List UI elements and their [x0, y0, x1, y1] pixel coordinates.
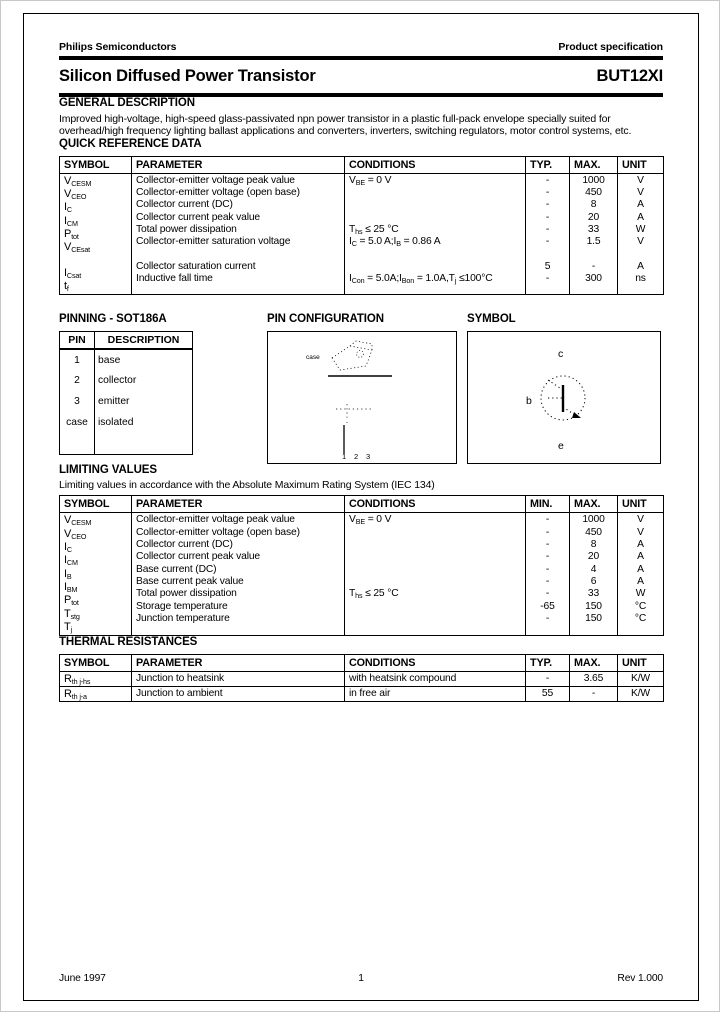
col-min: MIN. [526, 496, 570, 513]
stacked-cell-line: A [637, 551, 644, 563]
emitter-label: e [558, 440, 564, 453]
col-symbol: SYMBOL [60, 655, 132, 672]
symbol-column [467, 313, 663, 464]
col-max: MAX. [570, 156, 618, 173]
stacked-cell-line: $I_C$ [64, 541, 72, 555]
stacked-cell-line: $V_{CEO}$ [64, 527, 87, 541]
stacked-cell-line: - [545, 514, 550, 526]
table-row [60, 687, 664, 702]
stacked-cell-line: - [545, 563, 550, 575]
stacked-cell-line: $T_{hs} \le 25$ °C [349, 224, 399, 236]
stacked-cell-line: ns [635, 273, 646, 285]
stacked-cell-line: V [637, 187, 644, 199]
pin-configuration-column [267, 313, 467, 464]
stacked-cell-line [622, 249, 659, 261]
stacked-cell-line: 1000 [582, 514, 605, 526]
thermal-resistances-heading: THERMAL RESISTANCES [59, 636, 198, 649]
footer-page-number: 1 [358, 973, 364, 984]
stacked-cell-line: Collector saturation current [136, 260, 256, 272]
stacked-cell-line: Collector-emitter saturation voltage [136, 236, 291, 248]
collector-label: c [558, 348, 564, 361]
stacked-cell-line: $P_{tot}$ [64, 594, 79, 608]
pin-number: case [60, 412, 95, 433]
package-outline-drawing [268, 332, 458, 465]
stacked-cell-line: $I_{Csat}$ [64, 266, 82, 280]
general-description-heading: GENERAL DESCRIPTION [59, 97, 195, 109]
stacked-cell-line: 1.5 [586, 236, 601, 248]
table-row [60, 370, 193, 391]
pinning-column [59, 313, 255, 464]
cell-unit: K/W [618, 687, 664, 702]
title-bar [59, 67, 663, 86]
stacked-cell-line: °C [634, 600, 647, 612]
cell-max: - [570, 687, 618, 702]
stacked-cell-line: Collector current (DC) [136, 539, 233, 551]
stacked-cell-line: -65 [540, 600, 555, 612]
stacked-cell-line: - [545, 539, 550, 551]
stacked-cell-line: - [545, 575, 550, 587]
stacked-cell-line [349, 551, 521, 563]
cell-unit [618, 513, 664, 636]
col-conditions: CONDITIONS [345, 655, 526, 672]
symbol-heading: SYMBOL [467, 313, 516, 326]
pin-label-2: 2 [354, 452, 359, 462]
pin-label-1: 1 [342, 452, 347, 462]
stacked-cell-line: $V_{BE} = 0$ V [349, 174, 392, 187]
stacked-cell-line: Storage temperature [136, 600, 228, 612]
cell-parameter: Junction to heatsink [132, 672, 345, 687]
limiting-values-heading: LIMITING VALUES [59, 464, 157, 477]
pin-number: 3 [60, 391, 95, 412]
stacked-cell-line: $I_{Con}$ = $5.0A;I_{Bon} = 1.0A,T_j \le 100^\circ C$ [349, 273, 493, 286]
col-symbol: SYMBOL [60, 496, 132, 513]
stacked-cell-line: A [637, 575, 644, 587]
stacked-cell-line: Base current (DC) [136, 563, 217, 575]
table-row [60, 173, 664, 295]
stacked-cell-line: 5 [544, 260, 551, 272]
col-typ: TYP. [526, 655, 570, 672]
col-typ: TYP. [526, 156, 570, 173]
stacked-cell-line [530, 249, 565, 261]
cell-condition: with heatsink compound [345, 672, 526, 687]
col-conditions: CONDITIONS [345, 496, 526, 513]
pin-number: 1 [60, 349, 95, 370]
pin-configuration-heading: PIN CONFIGURATION [267, 313, 384, 326]
cell-symbols [60, 173, 132, 295]
stacked-cell-line: 300 [585, 273, 602, 285]
stacked-cell-line [64, 255, 127, 267]
stacked-cell-line: Collector-emitter voltage (open base) [136, 187, 300, 199]
document-header [59, 41, 663, 53]
stacked-cell-line [349, 249, 521, 261]
col-parameter: PARAMETER [132, 156, 345, 173]
stacked-cell-line: Collector current (DC) [136, 199, 233, 211]
stacked-cell-line: - [545, 551, 550, 563]
col-unit: UNIT [618, 156, 664, 173]
stacked-cell-line: V [637, 514, 644, 526]
stacked-cell-line [349, 601, 521, 613]
pin-label-3: 3 [366, 452, 371, 462]
stacked-cell-line: 33 [587, 224, 600, 235]
stacked-cell-line: - [545, 199, 550, 211]
stacked-cell-line: V [637, 526, 644, 538]
cell-unit [618, 173, 664, 295]
stacked-cell-line: $V_{BE} = 0$ V [349, 514, 392, 527]
pin-configuration-diagram [267, 331, 457, 464]
stacked-cell-line: 150 [585, 600, 602, 612]
document-type: Product specification [558, 41, 663, 53]
footer-date: June 1997 [59, 973, 106, 984]
stacked-cell-line: Total power dissipation [136, 588, 237, 600]
header-rule-top [59, 56, 663, 60]
pinning-table [59, 331, 193, 455]
stacked-cell-line [136, 249, 340, 261]
cell-symbol: $R_{th j-hs}$ [60, 672, 132, 687]
stacked-cell-line: Collector-emitter voltage (open base) [136, 526, 300, 538]
stacked-cell-line: $I_{BM}$ [64, 580, 78, 594]
cell-parameters [132, 173, 345, 295]
cell-conditions [345, 513, 526, 636]
stacked-cell-line: $t_f$ [64, 280, 69, 294]
stacked-cell-line: V [637, 174, 644, 186]
stacked-cell-line: A [637, 563, 644, 575]
cell-typ: 55 [526, 687, 570, 702]
stacked-cell-line: $I_C = 5.0$ $A;I_B = 0.86$ A [349, 236, 441, 249]
stacked-cell-line: - [545, 612, 550, 624]
cell-min [526, 513, 570, 636]
quick-reference-heading: QUICK REFERENCE DATA [59, 137, 202, 150]
stacked-cell-line [349, 212, 521, 224]
stacked-cell-line: 33 [587, 588, 600, 600]
stacked-cell-line [349, 199, 521, 211]
stacked-cell-line: - [545, 187, 550, 199]
cell-symbol: $R_{th j-a}$ [60, 687, 132, 702]
col-parameter: PARAMETER [132, 655, 345, 672]
stacked-cell-line: Collector current peak value [136, 211, 261, 223]
page-title: Silicon Diffused Power Transistor [59, 67, 316, 85]
stacked-cell-line: - [545, 526, 550, 538]
stacked-cell-line: - [545, 224, 550, 235]
stacked-cell-line: $I_B$ [64, 567, 72, 581]
stacked-cell-line [349, 539, 521, 551]
col-pin: PIN [60, 332, 95, 350]
stacked-cell-line: 20 [587, 551, 600, 563]
stacked-cell-line: A [637, 539, 644, 551]
table-header-row [60, 156, 664, 173]
stacked-cell-line: - [591, 260, 596, 272]
stacked-cell-line: A [637, 211, 644, 223]
col-conditions: CONDITIONS [345, 156, 526, 173]
stacked-cell-line: $V_{CESM}$ [64, 174, 92, 188]
thermal-resistances-table [59, 654, 664, 702]
stacked-cell-line: A [637, 199, 644, 211]
npn-transistor-icon [468, 332, 662, 465]
stacked-cell-line: - [545, 211, 550, 223]
pin-description: isolated [98, 417, 134, 429]
stacked-cell-line [349, 261, 521, 273]
stacked-cell-line: - [545, 236, 550, 248]
cell-max: 3.65 [570, 672, 618, 687]
table-row [60, 513, 664, 636]
stacked-cell-line: Base current peak value [136, 575, 244, 587]
company-name: Philips Semiconductors [59, 41, 177, 53]
table-header-row [60, 496, 664, 513]
page-footer [59, 973, 663, 984]
cell-max [570, 513, 618, 636]
table-row [60, 412, 193, 433]
col-unit: UNIT [618, 655, 664, 672]
stacked-cell-line: W [635, 224, 646, 235]
stacked-cell-line: $I_C$ [64, 201, 72, 215]
stacked-cell-line: Total power dissipation [136, 224, 237, 235]
stacked-cell-line [349, 187, 521, 199]
stacked-cell-line: - [545, 174, 550, 186]
stacked-cell-line: °C [634, 612, 647, 624]
stacked-cell-line: Collector current peak value [136, 551, 261, 563]
cell-typ: - [526, 672, 570, 687]
quick-reference-table [59, 156, 664, 296]
cell-condition: in free air [345, 687, 526, 702]
pinning-section [59, 313, 663, 464]
cell-symbols [60, 513, 132, 636]
stacked-cell-line: 8 [590, 199, 597, 211]
stacked-cell-line [574, 249, 613, 261]
stacked-cell-line: Inductive fall time [136, 273, 213, 285]
table-row [60, 349, 193, 370]
table-row-filler [60, 433, 193, 454]
stacked-cell-line: Collector-emitter voltage peak value [136, 174, 295, 186]
filler-cell [60, 433, 95, 454]
pin-description: base [98, 354, 121, 366]
stacked-cell-line: 20 [587, 211, 600, 223]
pin-description: emitter [98, 396, 130, 408]
stacked-cell-line: Collector-emitter voltage peak value [136, 514, 295, 526]
stacked-cell-line: $T_j$ [64, 620, 73, 634]
stacked-cell-line: $V_{CEsat}$ [64, 241, 91, 255]
stacked-cell-line: 4 [590, 563, 597, 575]
general-description-text: Improved high-voltage, high-speed glass-passivated npn power transistor in a plastic full-pack envelope specially suited for overhead/high frequency lighting ballast applications and converters, inverters, switching regulators, motor control systems, etc. [59, 113, 632, 138]
footer-revision: Rev 1.000 [617, 973, 663, 984]
cell-parameters [132, 513, 345, 636]
page-content [59, 41, 663, 702]
stacked-cell-line: - [545, 588, 550, 600]
pinning-heading: PINNING - SOT186A [59, 313, 167, 326]
filler-cell [95, 433, 193, 454]
stacked-cell-line [349, 613, 521, 625]
table-row [60, 672, 664, 687]
stacked-cell-line: 8 [590, 539, 597, 551]
cell-parameter: Junction to ambient [132, 687, 345, 702]
case-label: case [306, 354, 320, 362]
limiting-values-table [59, 495, 664, 636]
stacked-cell-line: W [635, 588, 646, 600]
stacked-cell-line: 450 [585, 526, 602, 538]
col-max: MAX. [570, 655, 618, 672]
stacked-cell-line [349, 564, 521, 576]
stacked-cell-line: $T_{hs} \le 25$ °C [349, 588, 399, 601]
transistor-symbol-diagram [467, 331, 661, 464]
col-max: MAX. [570, 496, 618, 513]
col-parameter: PARAMETER [132, 496, 345, 513]
stacked-cell-line: $T_{stg}$ [64, 607, 80, 621]
col-symbol: SYMBOL [60, 156, 132, 173]
stacked-cell-line: 150 [585, 612, 602, 624]
cell-typ [526, 173, 570, 295]
table-row [60, 391, 193, 412]
stacked-cell-line: $V_{CESM}$ [64, 514, 92, 528]
cell-conditions [345, 173, 526, 295]
arrow-head [572, 412, 581, 418]
pin-number: 2 [60, 370, 95, 391]
table-header-row [60, 655, 664, 672]
stacked-cell-line: A [637, 260, 644, 272]
table-header-row [60, 332, 193, 350]
stacked-cell-line: $V_{CEO}$ [64, 188, 87, 202]
base-label: b [526, 395, 532, 408]
stacked-cell-line: - [545, 273, 550, 285]
limiting-values-note: Limiting values in accordance with the Absolute Maximum Rating System (IEC 134) [59, 479, 435, 492]
cell-unit: K/W [618, 672, 664, 687]
pin-description: collector [98, 375, 137, 387]
stacked-cell-line: $P_{tot}$ [64, 228, 79, 241]
stacked-cell-line: V [637, 236, 644, 248]
stacked-cell-line: Junction temperature [136, 612, 230, 624]
col-unit: UNIT [618, 496, 664, 513]
cell-max [570, 173, 618, 295]
stacked-cell-line: 6 [590, 575, 597, 587]
stacked-cell-line [349, 527, 521, 539]
stacked-cell-line: 1000 [582, 174, 605, 186]
stacked-cell-line: 450 [585, 187, 602, 199]
stacked-cell-line [349, 576, 521, 588]
stacked-cell-line: $I_{CM}$ [64, 554, 78, 568]
col-description: DESCRIPTION [95, 332, 193, 350]
stacked-cell-line: $I_{CM}$ [64, 214, 78, 228]
part-number: BUT12XI [596, 67, 663, 85]
